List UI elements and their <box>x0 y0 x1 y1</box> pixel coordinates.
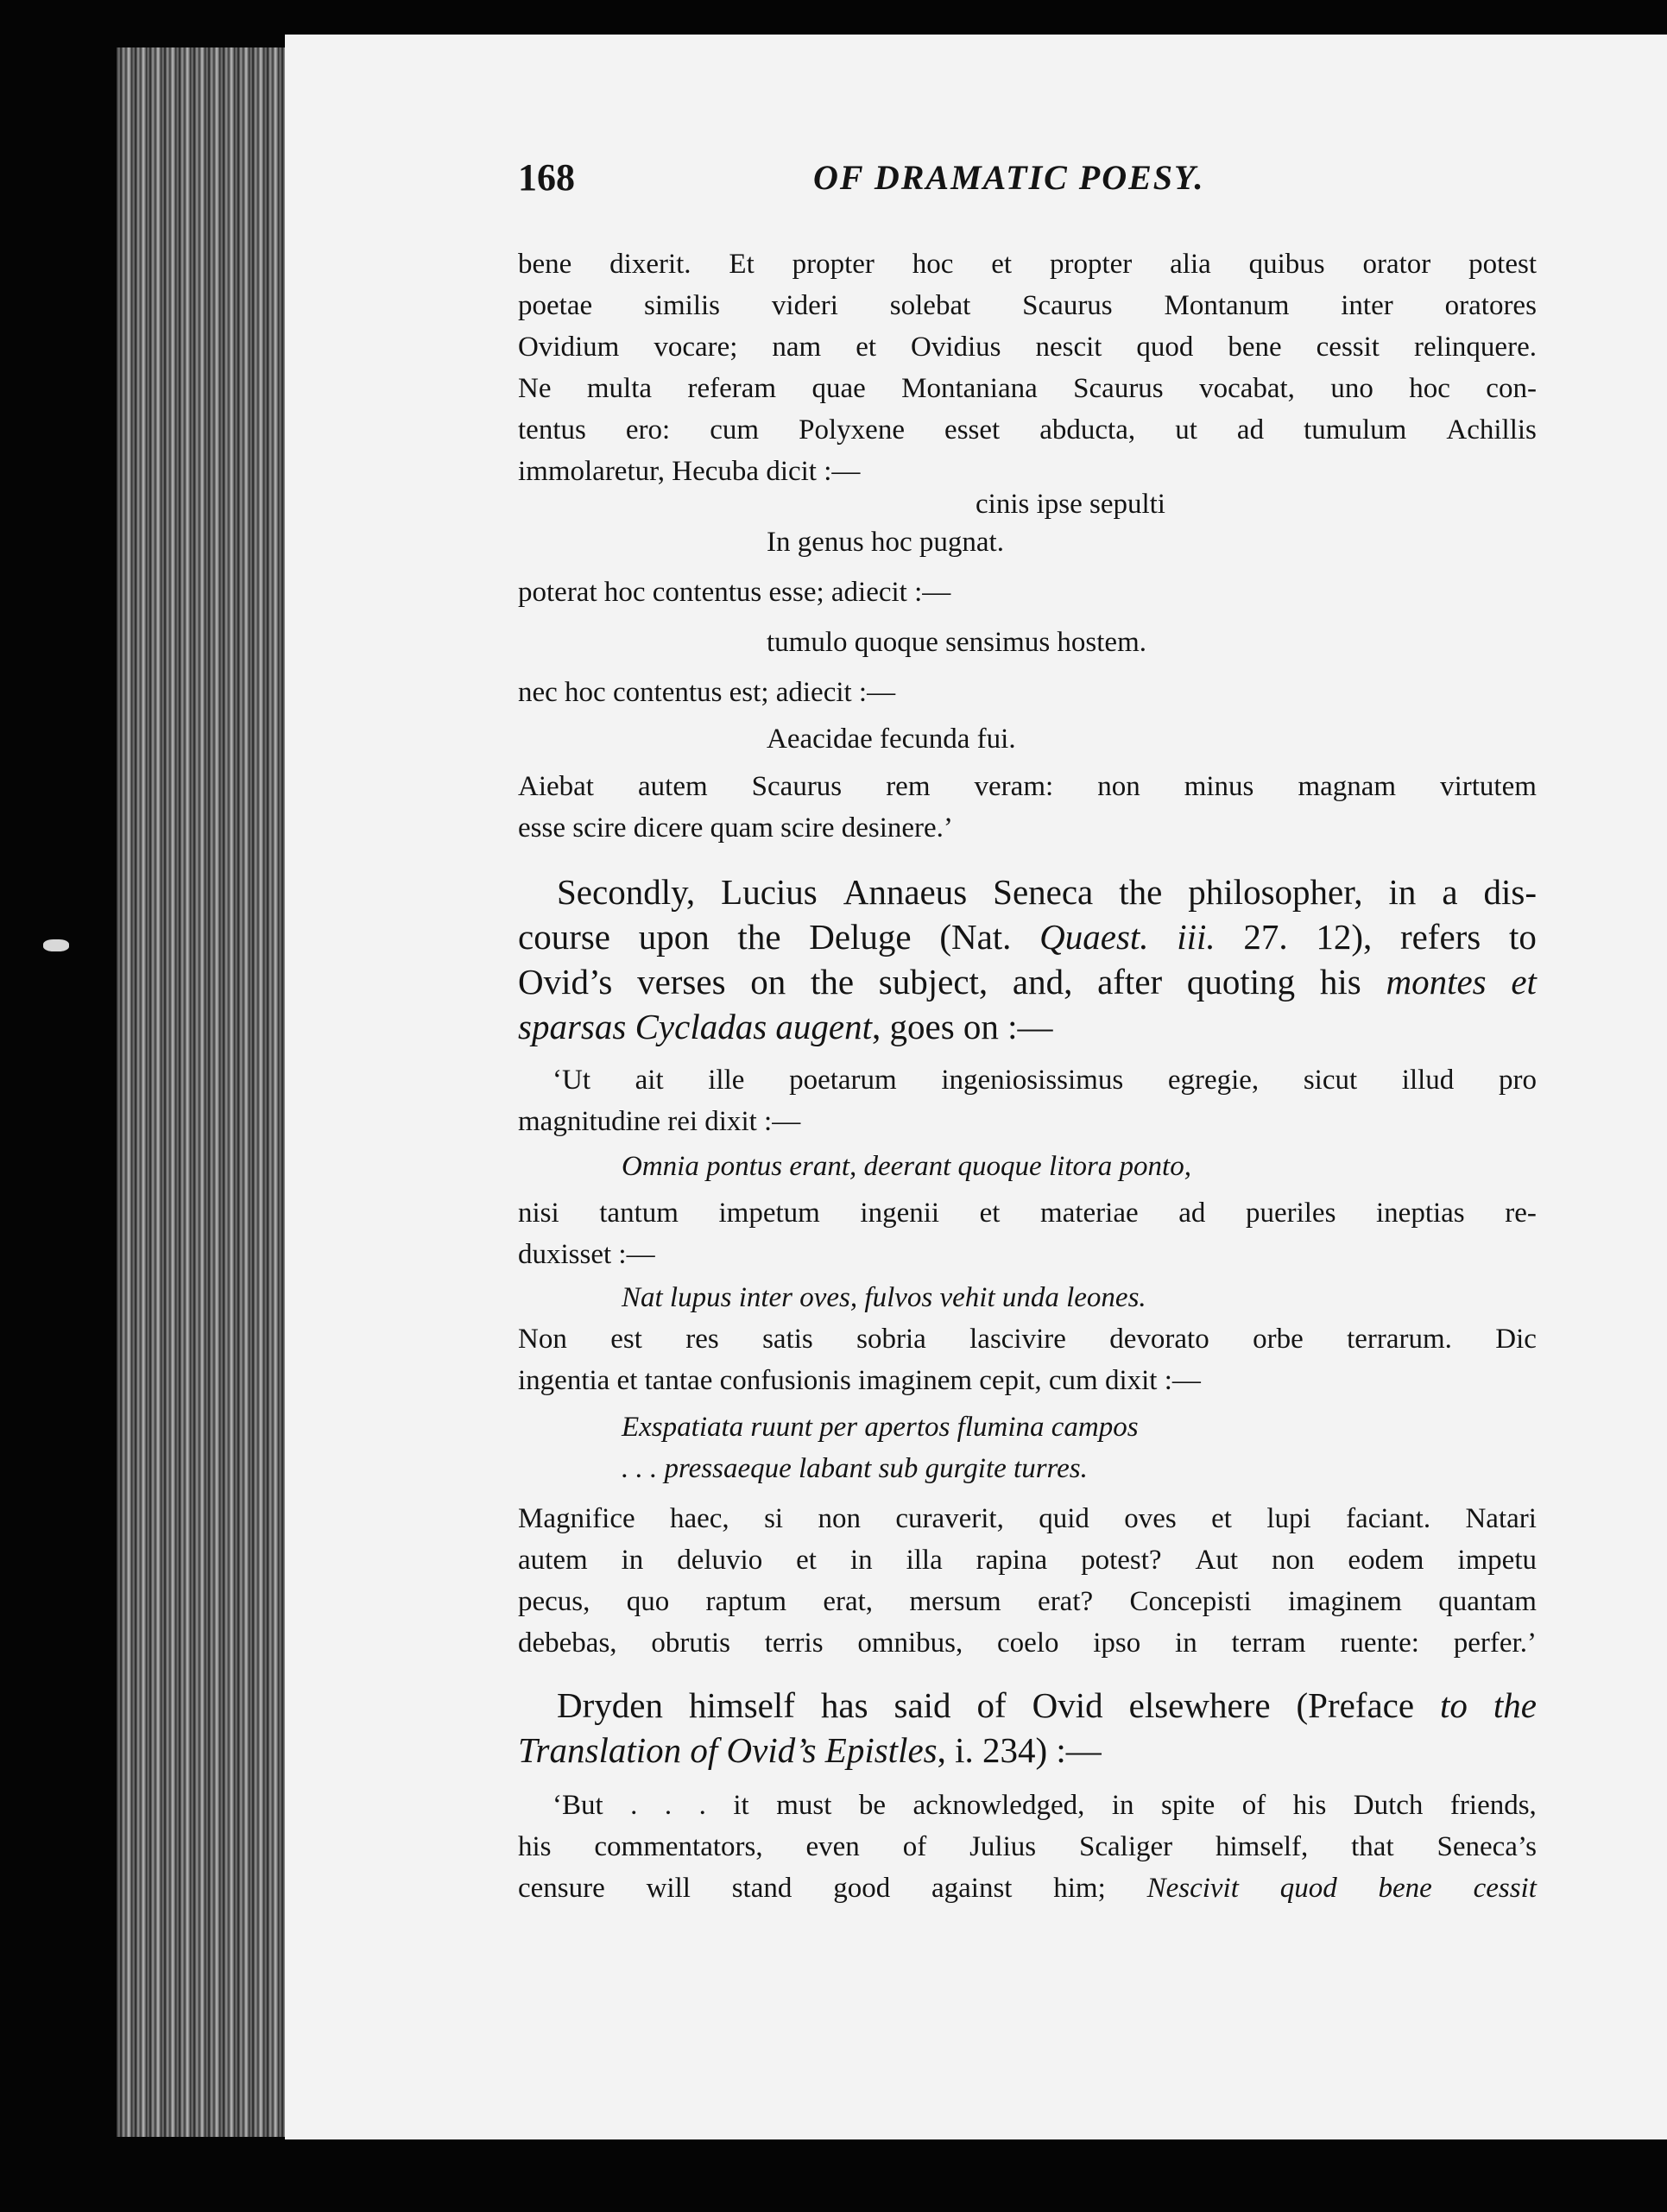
verse-line: cinis ipse sepulti <box>976 489 1165 520</box>
text-line: autem in deluvio et in illa rapina potest? Aut non eodem impetu <box>518 1545 1537 1576</box>
text-line: his commentators, even of Julius Scaliger himself, that Seneca’s <box>518 1831 1537 1862</box>
text-line: sparsas Cycladas augent, goes on :— <box>518 1007 1053 1046</box>
text-line: course upon the Deluge (Nat. Quaest. iii. 27. 12), refers to <box>518 917 1537 957</box>
text-line: magnitudine rei dixit :— <box>518 1106 801 1137</box>
verse-line: Omnia pontus erant, deerant quoque litora ponto, <box>622 1151 1191 1182</box>
text-line: Ovid’s verses on the subject, and, after quoting his montes et <box>518 962 1537 1002</box>
verse-line: Exspatiata ruunt per apertos flumina campos <box>622 1412 1139 1443</box>
text-line: tentus ero: cum Polyxene esset abducta, ut ad tumulum Achillis <box>518 414 1537 446</box>
text-line: ‘Ut ait ille poetarum ingeniosissimus egregie, sicut illud pro <box>553 1065 1537 1096</box>
text-line: Secondly, Lucius Annaeus Seneca the philosopher, in a dis- <box>557 872 1537 912</box>
text-line: Ne multa referam quae Montaniana Scaurus vocabat, uno hoc con- <box>518 373 1537 404</box>
text-line: Non est res satis sobria lascivire devorato orbe terrarum. Dic <box>518 1324 1537 1355</box>
text-line: esse scire dicere quam scire desinere.’ <box>518 812 953 844</box>
text-line: bene dixerit. Et propter hoc et propter alia quibus orator potest <box>518 249 1537 280</box>
page-number: 168 <box>518 156 575 199</box>
text-line: Magnifice haec, si non curaverit, quid oves et lupi faciant. Natari <box>518 1503 1537 1534</box>
book-page-edges <box>117 47 289 2137</box>
text-line: pecus, quo raptum erat, mersum erat? Concepisti imaginem quantam <box>518 1586 1537 1617</box>
running-head <box>518 155 1537 207</box>
text-line: Translation of Ovid’s Epistles, i. 234) :— <box>518 1730 1102 1770</box>
verse-line: In genus hoc pugnat. <box>767 527 1004 558</box>
text-line: immolaretur, Hecuba dicit :— <box>518 456 861 487</box>
text-line: ingentia et tantae confusionis imaginem cepit, cum dixit :— <box>518 1365 1201 1396</box>
bottom-shadow <box>0 2139 1667 2212</box>
text-line: Ovidium vocare; nam et Ovidius nescit quod bene cessit relinquere. <box>518 332 1537 363</box>
text-line: poterat hoc contentus esse; adiecit :— <box>518 577 951 608</box>
verse-line: Nat lupus inter oves, fulvos vehit unda leones. <box>622 1282 1146 1313</box>
verse-line: tumulo quoque sensimus hostem. <box>767 627 1146 658</box>
running-title: OF DRAMATIC POESY. <box>813 158 1205 197</box>
verse-line: Aeacidae fecunda fui. <box>767 724 1016 755</box>
text-line: censure will stand good against him; Nescivit quod bene cessit <box>518 1873 1537 1904</box>
text-line: duxisset :— <box>518 1239 655 1270</box>
text-line: nisi tantum impetum ingenii et materiae ad pueriles ineptias re- <box>518 1198 1537 1229</box>
text-line: Dryden himself has said of Ovid elsewhere (Preface to the <box>557 1685 1537 1725</box>
text-line: poetae similis videri solebat Scaurus Montanum inter oratores <box>518 290 1537 321</box>
text-line: nec hoc contentus est; adiecit :— <box>518 677 896 708</box>
margin-mark <box>43 939 69 951</box>
text-line: debebas, obrutis terris omnibus, coelo ipso in terram ruente: perfer.’ <box>518 1627 1537 1659</box>
text-line: Aiebat autem Scaurus rem veram: non minus magnam virtutem <box>518 771 1537 802</box>
text-line: ‘But . . . it must be acknowledged, in spite of his Dutch friends, <box>553 1790 1537 1821</box>
verse-line: . . . pressaeque labant sub gurgite turres. <box>622 1453 1088 1484</box>
